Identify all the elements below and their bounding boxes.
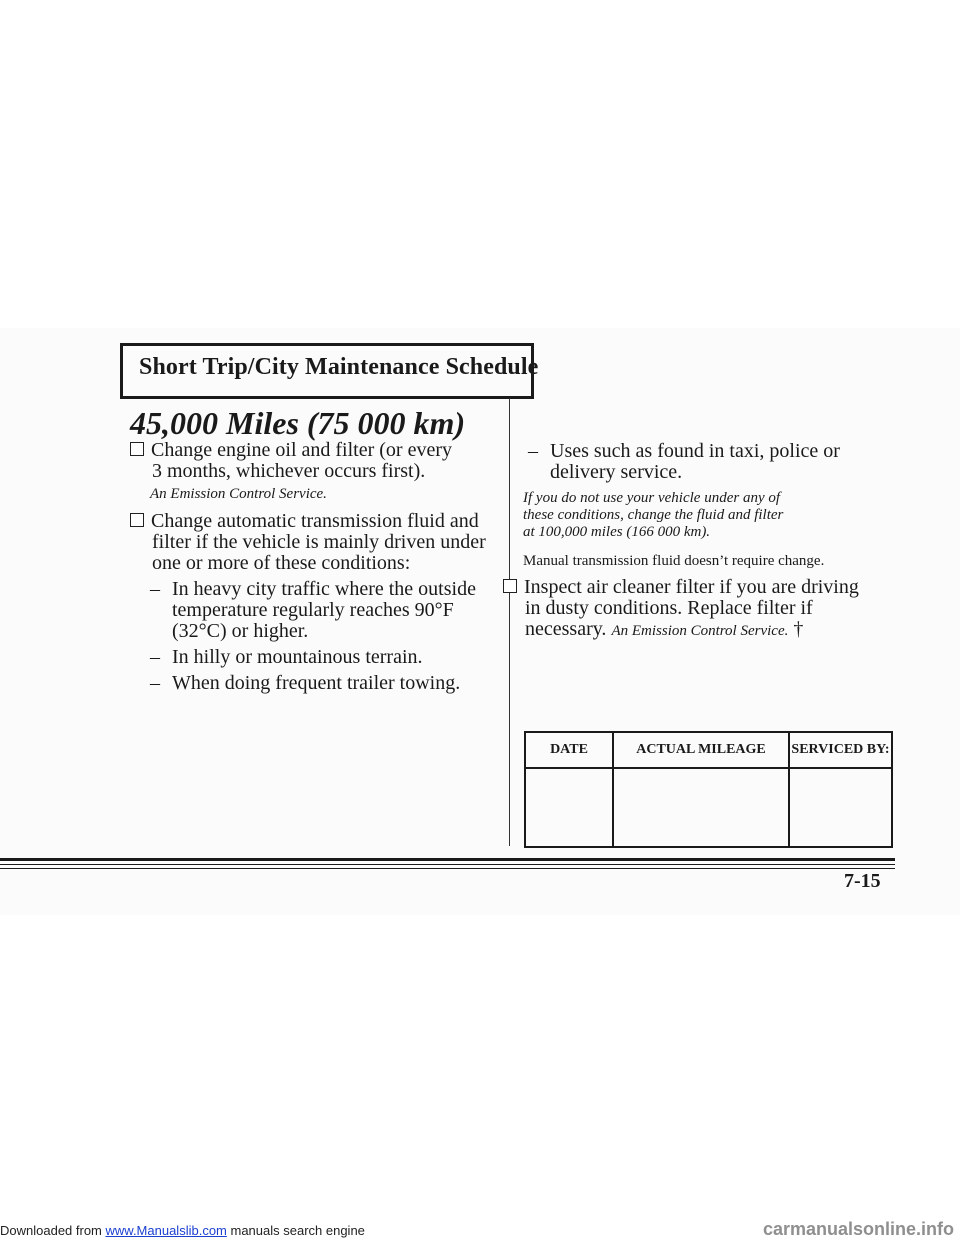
condition-city-traffic: – In heavy city traffic where the outside temperature regularly reaches 90°F (32°C) or higher. [150,578,476,642]
manual-transmission-note: Manual transmission fluid doesn’t require change. [523,553,825,569]
footer-rule [0,868,895,869]
dagger-icon: † [793,618,804,640]
date-cell[interactable] [525,768,613,847]
footer-rule [0,864,895,865]
checklist-item-air-filter: Inspect air cleaner filter if you are driving in dusty conditions. Replace filter if necessary. An Emission Control Service. † [503,577,859,642]
footer-rule [0,858,895,861]
table-header-date: DATE [525,732,613,768]
checkbox-icon[interactable] [130,513,144,527]
table-header-mileage: ACTUAL MILEAGE [613,732,789,768]
checkbox-icon[interactable] [503,579,517,593]
emission-note: An Emission Control Service. [150,486,327,502]
serviced-by-cell[interactable] [789,768,892,847]
checklist-item-oil: Change engine oil and filter (or every 3 months, whichever occurs first). [130,440,452,482]
page-number: 7-15 [844,870,881,892]
checklist-item-transmission: Change automatic transmission fluid and filter if the vehicle is mainly driven under one or more of these conditions: [130,511,486,574]
fluid-change-note: If you do not use your vehicle under any of these conditions, change the fluid and filter at 100,000 miles (166 000 km). [523,490,784,540]
condition-taxi-police: – Uses such as found in taxi, police or delivery service. [528,440,840,483]
mileage-cell[interactable] [613,768,789,847]
page-header-title: Short Trip/City Maintenance Schedule [139,354,539,380]
condition-hilly: – In hilly or mountainous terrain. [150,646,423,668]
condition-trailer: – When doing frequent trailer towing. [150,672,461,694]
service-record-table [524,731,893,848]
checkbox-icon[interactable] [130,442,144,456]
watermark-text: carmanualsonline.info [762,1219,954,1239]
download-notice: Downloaded from www.Manualslib.com manuals search engine [0,1223,365,1238]
section-title: 45,000 Miles (75 000 km) [130,405,466,441]
table-header-serviced-by: SERVICED BY: [789,732,892,768]
manualslib-link[interactable]: www.Manualslib.com [105,1223,227,1238]
